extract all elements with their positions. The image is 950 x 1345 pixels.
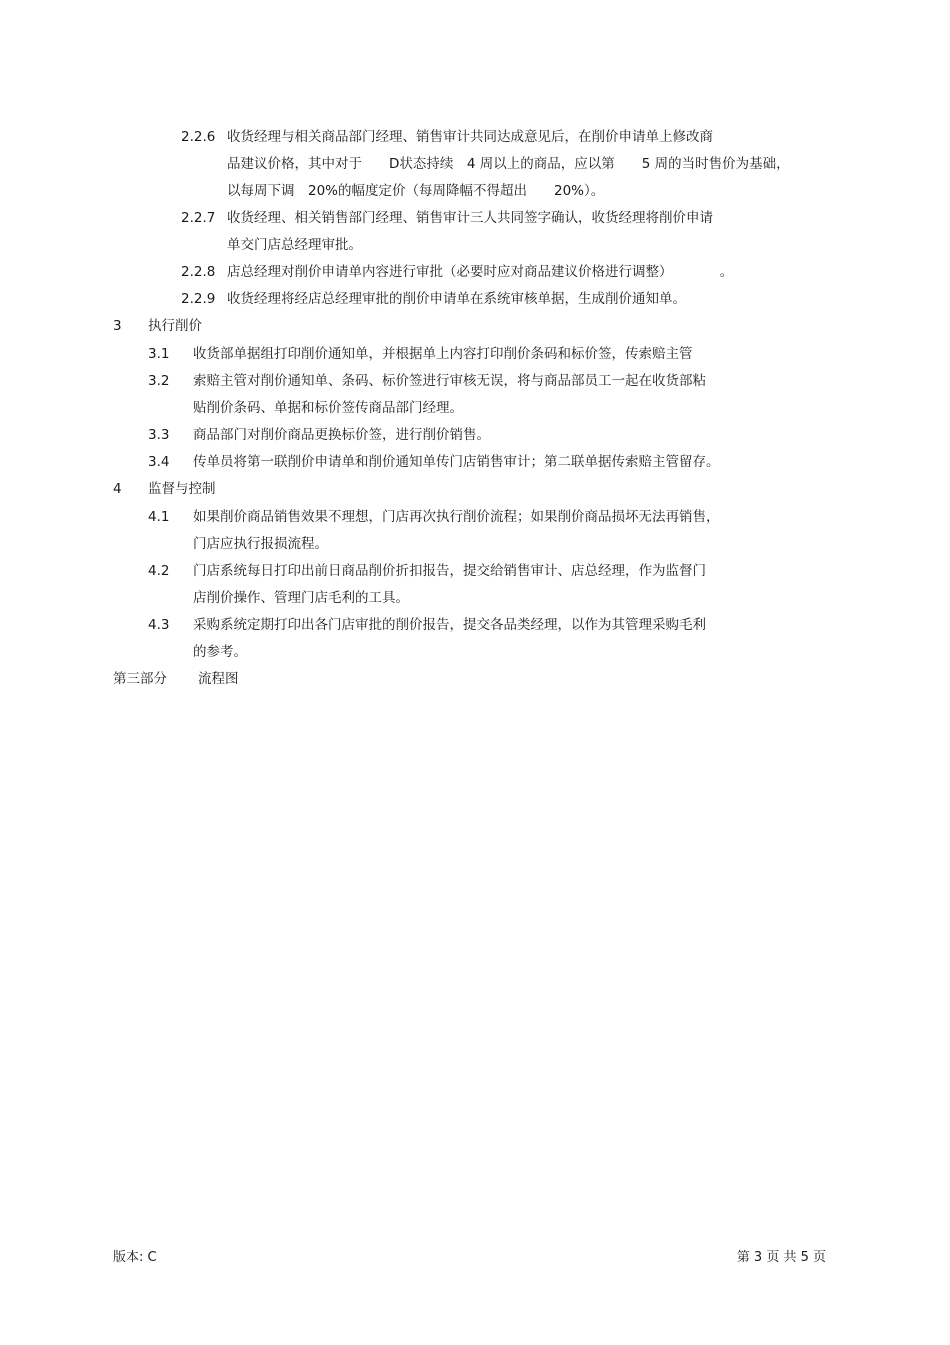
item-number: 2.2.6 xyxy=(181,129,216,145)
part-title: 流程图 xyxy=(198,671,239,687)
footer-page-number: 第 3 页 共 5 页 xyxy=(736,1250,826,1265)
section-number: 3 xyxy=(113,318,122,334)
item-text: 收货经理与相关商品部门经理、销售审计共同达成意见后，在削价申请单上修改商 xyxy=(227,129,713,145)
item-text: 店总经理对削价申请单内容进行审批（必要时应对商品建议价格进行调整） 。 xyxy=(227,264,734,280)
item-text: 传单员将第一联削价申请单和削价通知单传门店销售审计；第二联单据传索赔主管留存。 xyxy=(193,454,720,470)
part-label: 第三部分 xyxy=(113,671,167,687)
item-number: 3.3 xyxy=(148,427,170,443)
item-text: 的参考。 xyxy=(193,644,247,660)
item-text: 索赔主管对削价通知单、条码、标价签进行审核无误，将与商品部员工一起在收货部粘 xyxy=(193,373,706,389)
section-title: 监督与控制 xyxy=(148,481,216,497)
item-number: 4.3 xyxy=(148,617,170,633)
item-number: 2.2.9 xyxy=(181,291,216,307)
item-number: 4.1 xyxy=(148,509,170,525)
item-text: 门店应执行报损流程。 xyxy=(193,536,328,552)
footer-version: 版本: C xyxy=(113,1250,157,1265)
section-title: 执行削价 xyxy=(148,318,202,334)
item-number: 3.1 xyxy=(148,346,170,362)
item-number: 3.2 xyxy=(148,373,170,389)
item-number: 2.2.7 xyxy=(181,210,216,226)
item-number: 2.2.8 xyxy=(181,264,216,280)
item-text: 贴削价条码、单据和标价签传商品部门经理。 xyxy=(193,400,463,416)
item-text: 单交门店总经理审批。 xyxy=(227,237,362,253)
item-text: 收货部单据组打印削价通知单，并根据单上内容打印削价条码和标价签，传索赔主管 xyxy=(193,346,693,362)
item-text: 收货经理将经店总经理审批的削价申请单在系统审核单据，生成削价通知单。 xyxy=(227,291,686,307)
section-number: 4 xyxy=(113,481,122,497)
item-number: 4.2 xyxy=(148,563,170,579)
item-text: 门店系统每日打印出前日商品削价折扣报告，提交给销售审计、店总经理，作为监督门 xyxy=(193,563,706,579)
item-text: 商品部门对削价商品更换标价签，进行削价销售。 xyxy=(193,427,490,443)
item-text: 品建议价格，其中对于 D状态持续 4 周以上的商品，应以第 5 周的当时售价为基础， xyxy=(227,156,790,172)
item-text: 收货经理、相关销售部门经理、销售审计三人共同签字确认，收货经理将削价申请 xyxy=(227,210,713,226)
item-text: 以每周下调 20%的幅度定价（每周降幅不得超出 20%）。 xyxy=(227,183,605,199)
item-number: 3.4 xyxy=(148,454,170,470)
item-text: 店削价操作、管理门店毛利的工具。 xyxy=(193,590,409,606)
item-text: 如果削价商品销售效果不理想，门店再次执行削价流程；如果削价商品损坏无法再销售， xyxy=(193,509,720,525)
item-text: 采购系统定期打印出各门店审批的削价报告，提交各品类经理，以作为其管理采购毛利 xyxy=(193,617,706,633)
